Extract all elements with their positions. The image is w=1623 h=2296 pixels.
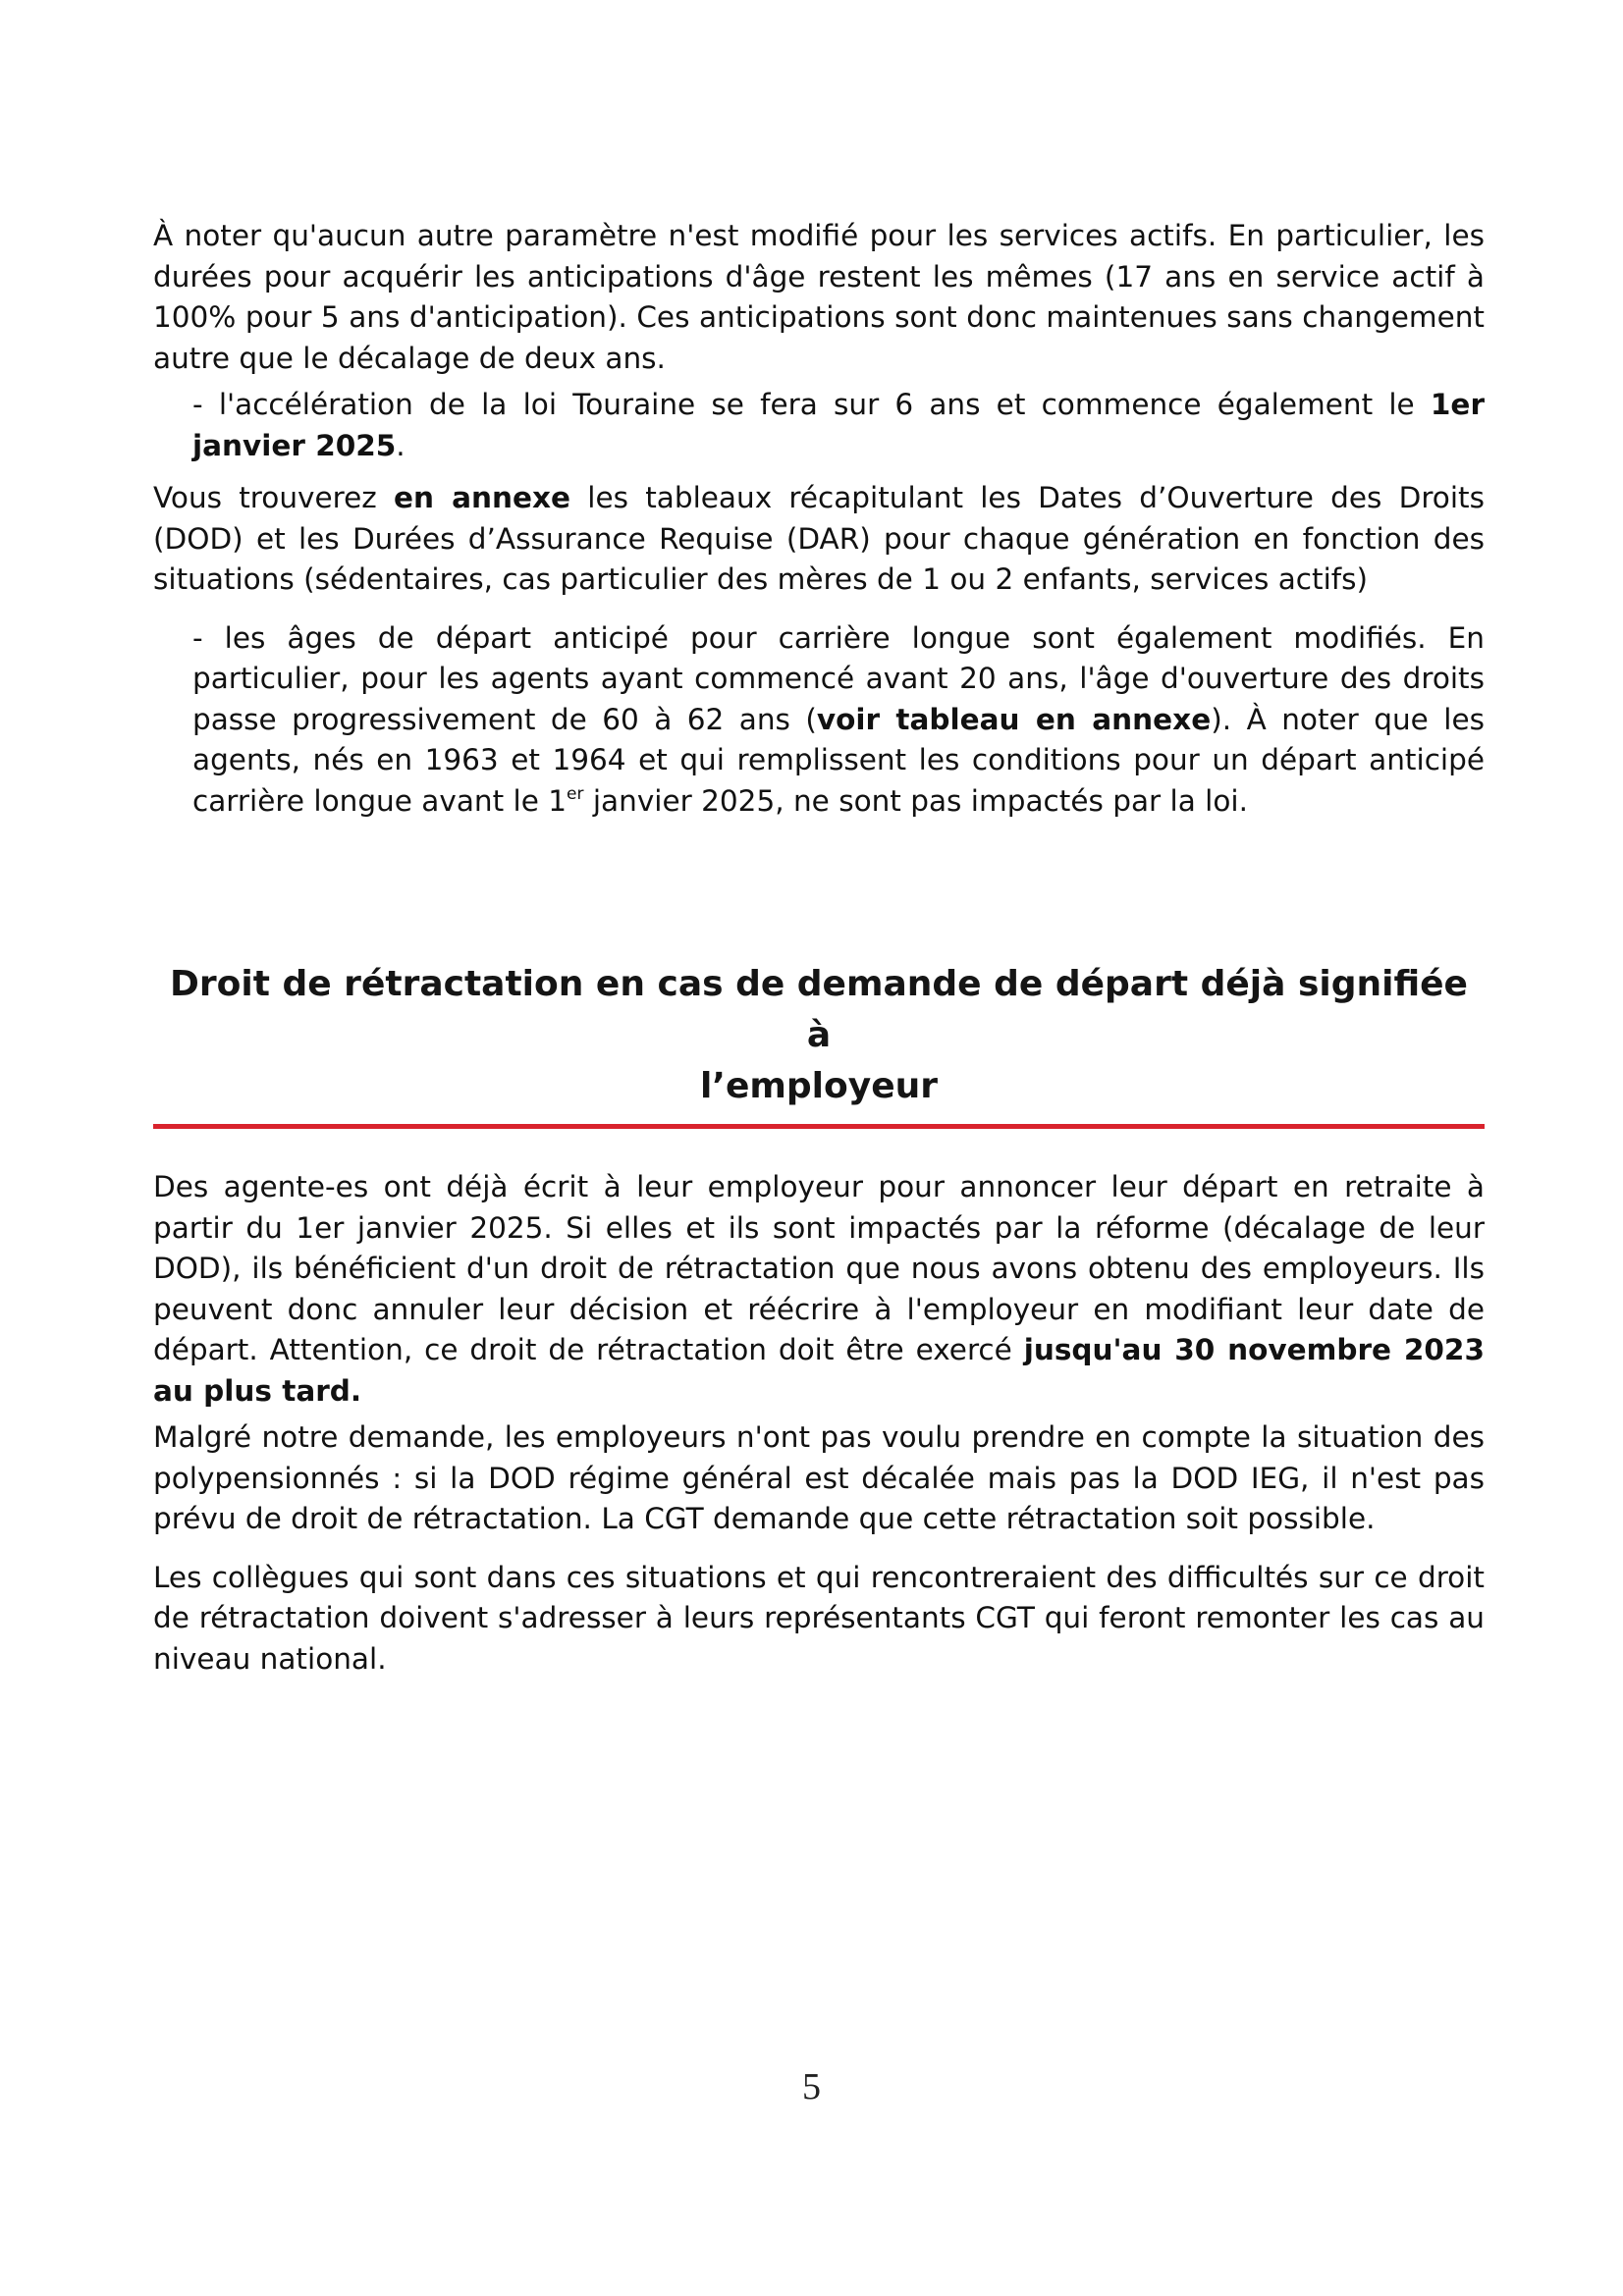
paragraph-polypensioners: Malgré notre demande, les employeurs n'ont pas voulu prendre en compte la situation des polypensionnés : si la DOD régime général est décalée mais pas la DOD IEG, il n'est pas prévu de droit de rétractation. La CGT demande que cette rétractation soit possible. — [153, 1420, 1485, 1535]
bullet-touraine-period: . — [396, 428, 406, 462]
bullet-long-career — [192, 618, 1485, 823]
page-number: 5 — [802, 2066, 821, 2108]
annex-text-start: Vous trouverez — [153, 481, 394, 514]
section-heading-line-1: Droit de rétractation en cas de demande de départ déjà signifiée à — [170, 964, 1468, 1055]
section-heading — [153, 959, 1485, 1112]
paragraph-retraction-right — [153, 1167, 1485, 1412]
bullet-touraine-law — [192, 385, 1485, 466]
retraction-deadline: jusqu'au 30 novembre 2023 au plus tard. — [153, 1333, 1485, 1408]
long-career-annex-reference: voir tableau en annexe — [816, 702, 1212, 736]
paragraph-active-services: À noter qu'aucun autre paramètre n'est modifié pour les services actifs. En particulier, les durées pour acquérir les anticipations d'âge restent les mêmes (17 ans en service actif à 100% pour 5 ans d'anticipation). Ces anticipations sont donc maintenues sans changement autre que le décalage de deux ans. — [153, 219, 1485, 375]
section-heading-line-2: l’employeur — [699, 1066, 939, 1106]
long-career-text-1: - les âges de départ anticipé pour carrière longue sont également modifiés. En particulier, pour les agents ayant commencé avant 20 ans, l'âge d'ouverture des droits passe progressivement de 60 à 62 ans ( — [192, 620, 1485, 736]
ordinal-superscript: er — [567, 783, 584, 804]
long-career-text-2: ). À noter que les agents, nés en 1963 et 1964 et qui remplissent les conditions pour un départ anticipé carrière longue avant le 1 — [192, 702, 1485, 818]
annex-bold-reference: en annexe — [393, 481, 571, 514]
paragraph-annex-tables — [153, 478, 1485, 601]
section-heading-rule — [153, 1124, 1485, 1129]
annex-text-end: les tableaux récapitulant les Dates d’Ouverture des Droits (DOD) et les Durées d’Assurance Requise (DAR) pour chaque génération en fonction des situations (sédentaires, cas particulier des mères de 1 ou 2 enfants, services actifs) — [153, 481, 1485, 596]
bullet-touraine-text: - l'accélération de la loi Touraine se fera sur 6 ans et commence également le — [192, 388, 1431, 421]
section-heading-block — [153, 959, 1485, 1129]
long-career-text-3: janvier 2025, ne sont pas impactés par la loi. — [583, 783, 1248, 818]
bullet-touraine-date: 1er janvier 2025 — [192, 388, 1485, 462]
page-content — [153, 216, 1485, 1680]
paragraph-contact-representatives: Les collègues qui sont dans ces situations et qui rencontreraient des difficultés sur ce droit de rétractation doivent s'adresser à leurs représentants CGT qui feront remonter les cas au niveau national. — [153, 1560, 1485, 1676]
retraction-text: Des agente-es ont déjà écrit à leur employeur pour annoncer leur départ en retraite à partir du 1er janvier 2025. Si elles et ils sont impactés par la réforme (décalage de leur DOD), ils bénéficient d'un droit de rétractation que nous avons obtenu des employeurs. Ils peuvent donc annuler leur décision et réécrire à l'employeur en modifiant leur date de départ. Attention, ce droit de rétractation doit être exercé — [153, 1170, 1485, 1366]
